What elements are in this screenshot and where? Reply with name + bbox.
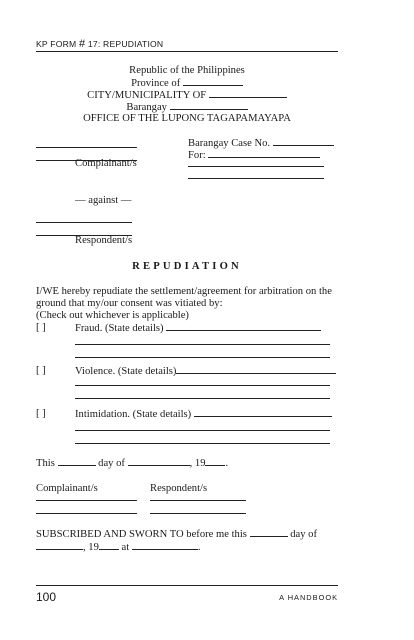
body-line-1: I/WE hereby repudiate the settlement/agreement for arbitration on the (36, 286, 332, 297)
respondent-signature-line-2 (150, 513, 246, 514)
respondent-label: Respondent/s (75, 235, 133, 246)
sworn-line-2: , 19 at . (36, 540, 201, 554)
heading-province: Province of (36, 76, 338, 90)
violence-details-line-2 (75, 398, 330, 399)
form-header (36, 38, 338, 52)
complainant-signature-line-1 (36, 500, 137, 501)
option-fraud: Fraud. (State details) (75, 321, 321, 335)
date-line: This day of , 19 . (36, 458, 229, 469)
respondent-signature-label: Respondent/s (150, 483, 208, 494)
case-for-blank-3 (188, 178, 324, 179)
heading-office: OFFICE OF THE LUPONG TAGAPAMAYAPA (83, 113, 291, 124)
complainant-signature-label: Complainant/s (36, 483, 98, 494)
page-number: 100 (36, 590, 57, 604)
fraud-details-line-1 (75, 344, 330, 345)
case-for-blank-2 (188, 166, 324, 167)
violence-details-line-1 (75, 385, 330, 386)
heading-barangay: Barangay (36, 100, 338, 114)
fraud-details-line-2 (75, 357, 330, 358)
complainant-blank-1 (36, 147, 137, 148)
form-suffix: 17: REPUDIATION (85, 39, 164, 49)
book-title: A HANDBOOK (279, 593, 338, 602)
heading-republic: Republic of the Philippines (129, 65, 245, 76)
checkbox-violence[interactable]: [ ] (36, 365, 46, 376)
option-violence: Violence. (State details) (75, 364, 336, 378)
sworn-line-1: SUBSCRIBED AND SWORN TO before me this day of (36, 529, 317, 540)
intimidation-details-line-1 (75, 430, 330, 431)
respondent-blank-1 (36, 222, 132, 223)
option-intimidation: Intimidation. (State details) (75, 407, 332, 421)
form-hash: # (79, 38, 86, 50)
against-label: — against — (75, 195, 132, 206)
respondent-signature-line-1 (150, 500, 246, 501)
checkbox-intimidation[interactable]: [ ] (36, 408, 46, 419)
case-for: For: (188, 148, 320, 162)
complainant-label: Complainant/s (75, 158, 137, 169)
checkbox-fraud[interactable]: [ ] (36, 322, 46, 333)
intimidation-details-line-2 (75, 443, 330, 444)
body-line-2: ground that my/our consent was vitiated by: (36, 298, 223, 309)
heading-city: CITY/MUNICIPALITY OF (36, 88, 338, 102)
body-line-3: (Check out whichever is applicable) (36, 310, 189, 321)
document-title: REPUDIATION (132, 261, 242, 272)
footer-rule (36, 585, 338, 586)
form-prefix: KP FORM (36, 39, 77, 49)
case-number: Barangay Case No. (188, 136, 334, 150)
complainant-signature-line-2 (36, 513, 137, 514)
